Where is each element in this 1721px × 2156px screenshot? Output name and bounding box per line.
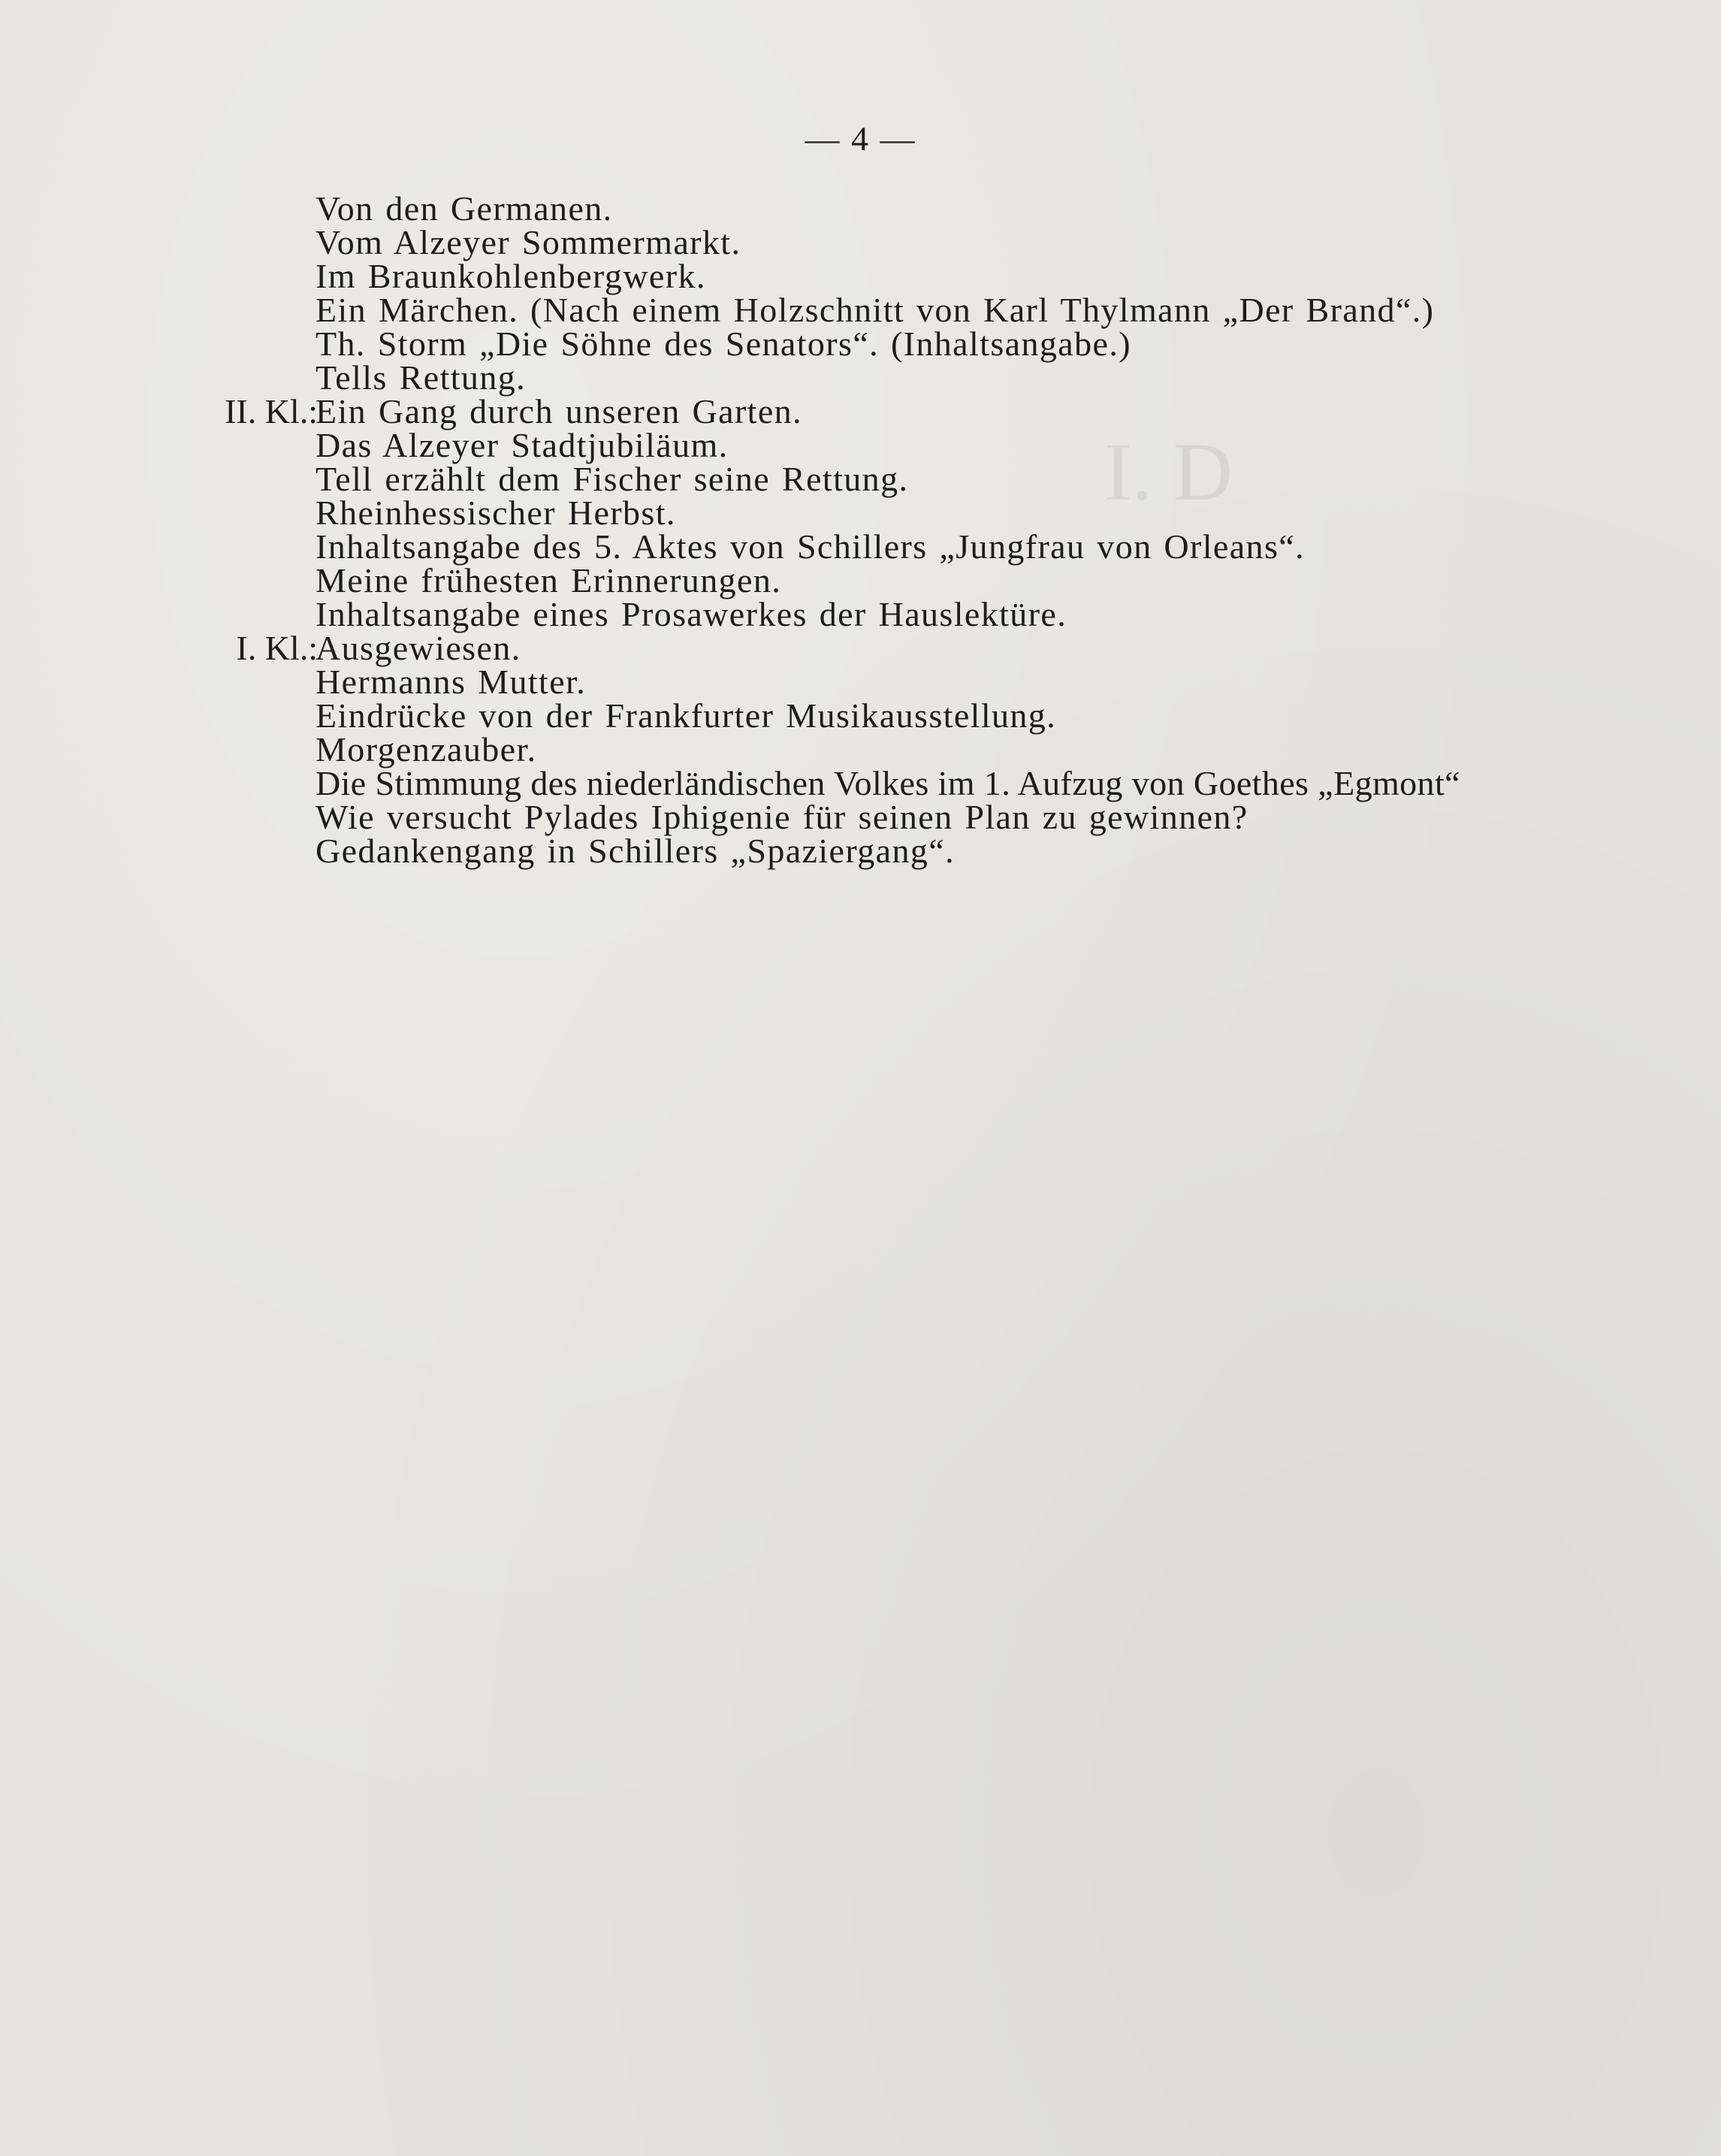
class-label: I. Kl.: (236, 629, 318, 667)
topic-line: Die Stimmung des niederländischen Volkes im 1. Aufzug von Goethes „Egmont“ (316, 764, 1460, 802)
topic-line: Ausgewiesen. (316, 629, 521, 667)
class-label: II. Kl.: (225, 392, 318, 430)
topic-line: Inhaltsangabe eines Prosawerkes der Hauslektüre. (316, 595, 1067, 633)
topic-line: Wie versucht Pylades Iphigenie für seinen Plan zu gewinnen? (316, 798, 1248, 836)
topic-line: Im Braunkohlenbergwerk. (316, 257, 706, 295)
topic-line: Th. Storm „Die Söhne des Senators“. (Inhaltsangabe.) (316, 325, 1131, 363)
topic-line: Tells Rettung. (316, 358, 527, 397)
topic-line: Von den Germanen. (316, 189, 613, 228)
topic-line: Vom Alzeyer Sommermarkt. (316, 223, 741, 261)
topic-line: Gedankengang in Schillers „Spaziergang“. (316, 832, 955, 870)
topic-line: Ein Märchen. (Nach einem Holzschnitt von Karl Thylmann „Der Brand“.) (316, 291, 1435, 329)
essay-topic-list (0, 189, 1721, 870)
topic-line: Rheinhessischer Herbst. (316, 494, 676, 532)
section-class-i (0, 631, 1721, 868)
topic-line: Morgenzauber. (316, 730, 537, 768)
topic-line: Tell erzählt dem Fischer seine Rettung. (316, 460, 909, 498)
bleed-through-heading: I. D (1104, 426, 1399, 518)
topic-line: Eindrücke von der Frankfurter Musikausstellung. (316, 696, 1057, 735)
topic-line: Ein Gang durch unseren Garten. (316, 392, 802, 430)
topic-line: Inhaltsangabe des 5. Aktes von Schillers „Jungfrau von Orleans“. (316, 527, 1305, 566)
section-class-ii (0, 394, 1721, 631)
section-unlabeled (0, 189, 1721, 397)
topic-line: Meine frühesten Erinnerungen. (316, 561, 782, 599)
page-number: — 4 — (805, 119, 916, 158)
topic-line: Das Alzeyer Stadtjubiläum. (316, 426, 729, 464)
topic-line: Hermanns Mutter. (316, 663, 587, 701)
